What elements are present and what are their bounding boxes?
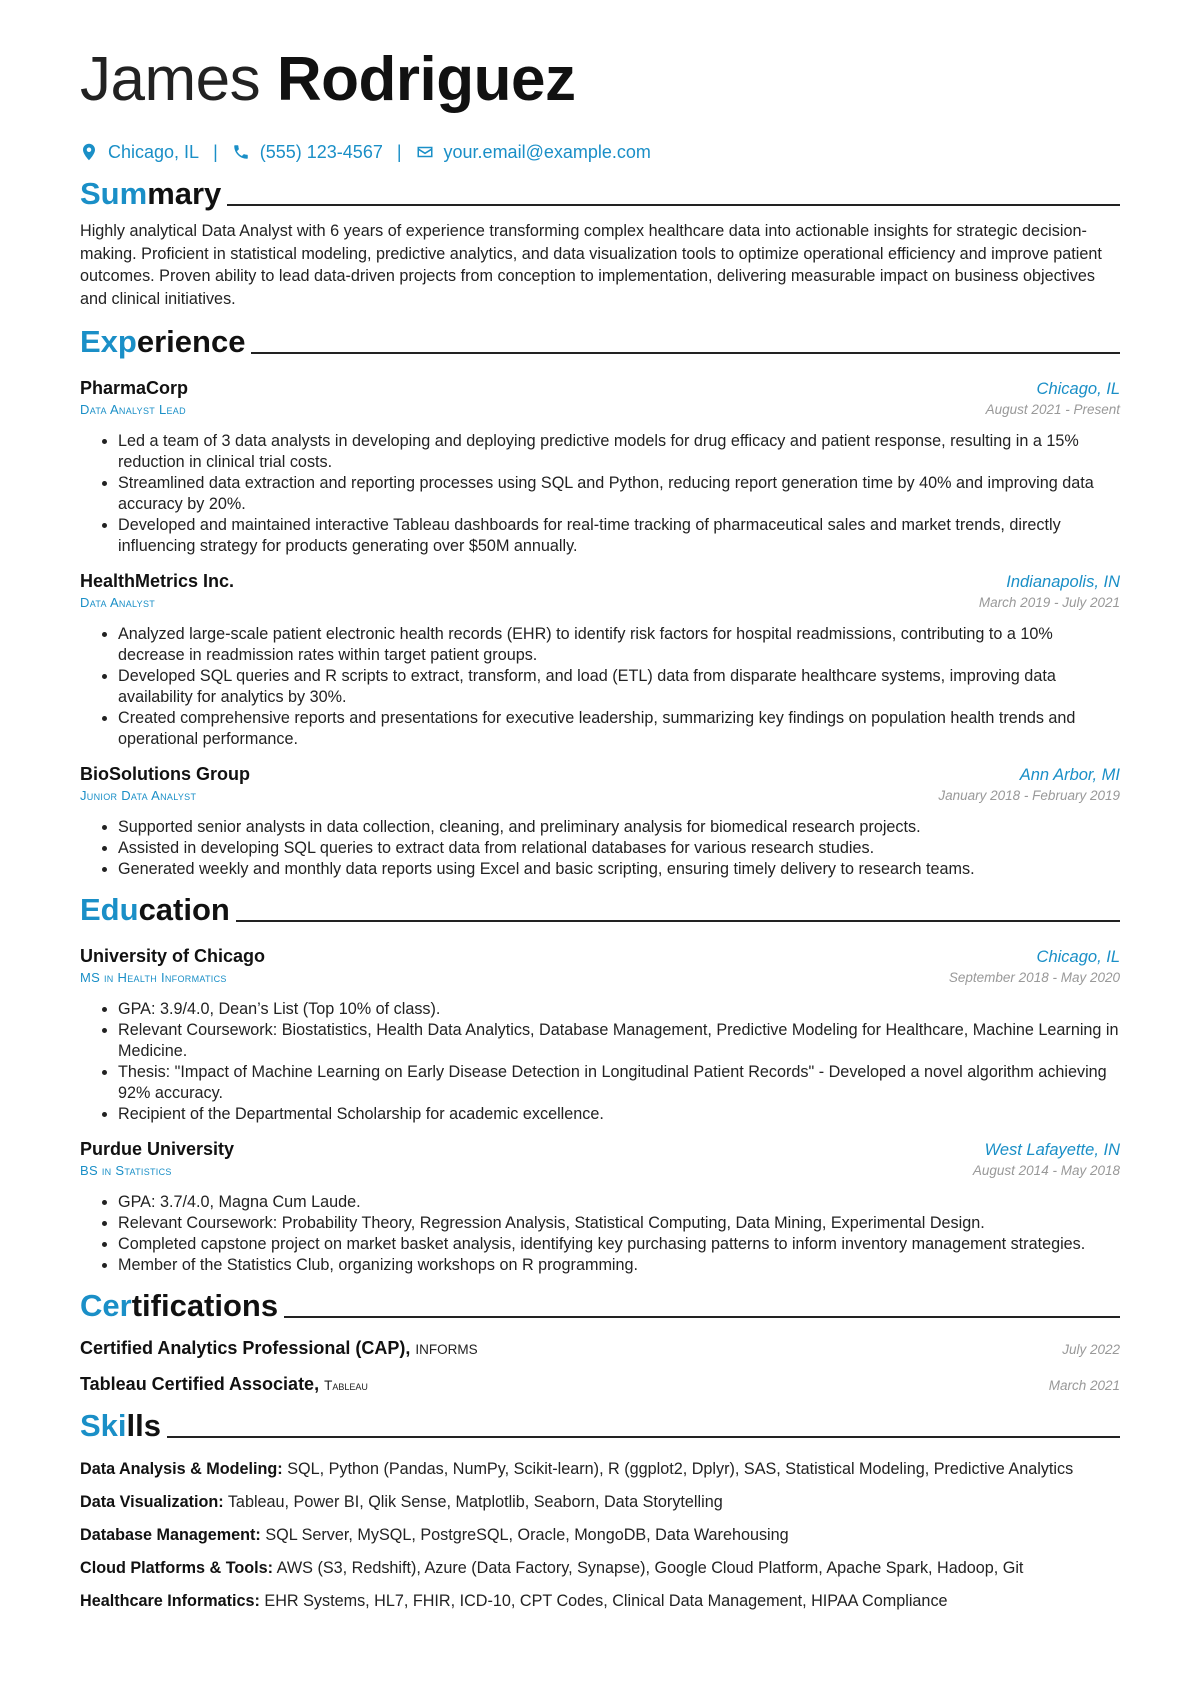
certification-item: Certified Analytics Professional (CAP), INFORMS July 2022 xyxy=(80,1338,1120,1358)
skill-values: SQL Server, MySQL, PostgreSQL, Oracle, MongoDB, Data Warehousing xyxy=(265,1526,789,1544)
certifications-heading: Certifications xyxy=(80,1284,1120,1324)
map-pin-icon xyxy=(80,143,98,161)
list-item: • Recipient of the Departmental Scholarship for academic excellence. xyxy=(118,1104,1120,1125)
certification-date: July 2022 xyxy=(1062,1342,1120,1357)
list-item: • Relevant Coursework: Biostatistics, Health Data Analytics, Database Management, Predictive Modeling for Healthcare, Machine Learning in Medicine. xyxy=(118,1020,1120,1062)
skill-row xyxy=(80,1458,1120,1480)
summary-heading: Summary xyxy=(80,172,1120,212)
section-divider xyxy=(284,1316,1120,1318)
section-divider xyxy=(227,204,1120,206)
candidate-name xyxy=(80,40,1120,120)
list-item: • Relevant Coursework: Probability Theory, Regression Analysis, Statistical Computing, Data Mining, Experimental Design. xyxy=(118,1213,1120,1234)
job-dates: March 2019 - July 2021 xyxy=(978,595,1120,610)
study-dates: August 2014 - May 2018 xyxy=(972,1163,1120,1178)
employer-name: PharmaCorp xyxy=(80,378,189,398)
list-item: • Completed capstone project on market basket analysis, identifying key purchasing patterns to inform inventory management strategies. xyxy=(118,1234,1120,1255)
certification-name: Tableau Certified Associate xyxy=(80,1374,315,1394)
experience-entry xyxy=(80,764,1120,880)
education-detail-list xyxy=(80,999,1120,1125)
experience-entry xyxy=(80,571,1120,750)
job-dates: January 2018 - February 2019 xyxy=(938,788,1120,803)
achievement-list xyxy=(80,817,1120,880)
achievement-list xyxy=(80,624,1120,750)
experience-entry xyxy=(80,378,1120,557)
school-name: Purdue University xyxy=(80,1139,235,1159)
job-location: Indianapolis, IN xyxy=(1006,573,1120,591)
education-entry xyxy=(80,1139,1120,1276)
skill-category: Database Management: xyxy=(80,1526,261,1544)
list-item: • Generated weekly and monthly data reports using Excel and basic scripting, ensuring timely delivery to research teams. xyxy=(118,859,1120,880)
skill-row xyxy=(80,1491,1120,1513)
skill-row xyxy=(80,1590,1120,1612)
list-item: • Led a team of 3 data analysts in developing and deploying predictive models for drug efficacy and patient response, resulting in a 15% reduction in clinical trial costs. xyxy=(118,431,1120,473)
contact-separator: | xyxy=(396,141,402,162)
first-name: James xyxy=(80,45,261,114)
employer-name: HealthMetrics Inc. xyxy=(80,571,235,591)
contact-phone[interactable] xyxy=(232,142,383,163)
certification-item: Tableau Certified Associate, Tableau March 2021 xyxy=(80,1374,1120,1394)
skill-category: Cloud Platforms & Tools: xyxy=(80,1559,274,1577)
list-item: • Thesis: "Impact of Machine Learning on Early Disease Detection in Longitudinal Patient Records" - Developed a novel algorithm achieving 92% accuracy. xyxy=(118,1062,1120,1104)
skill-values: AWS (S3, Redshift), Azure (Data Factory, Synapse), Google Cloud Platform, Apache Spark, Hadoop, Git xyxy=(276,1559,1024,1577)
job-location: Ann Arbor, MI xyxy=(1019,766,1120,784)
skill-values: Tableau, Power BI, Qlik Sense, Matplotlib, Seaborn, Data Storytelling xyxy=(227,1493,723,1511)
degree: BS in Statistics xyxy=(80,1163,172,1178)
skill-category: Data Visualization: xyxy=(80,1493,224,1511)
school-location: West Lafayette, IN xyxy=(984,1141,1120,1159)
list-item: • Developed SQL queries and R scripts to extract, transform, and load (ETL) data from disparate healthcare systems, improving data availability for analytics by 30%. xyxy=(118,666,1120,708)
list-item: • Assisted in developing SQL queries to extract data from relational databases for various research studies. xyxy=(118,838,1120,859)
study-dates: September 2018 - May 2020 xyxy=(948,970,1120,985)
job-title: Junior Data Analyst xyxy=(80,788,197,803)
certification-date: March 2021 xyxy=(1048,1378,1120,1393)
section-divider xyxy=(251,352,1120,354)
phone-text: (555) 123-4567 xyxy=(259,141,383,162)
education-entry xyxy=(80,946,1120,1125)
envelope-icon xyxy=(416,143,434,161)
job-location: Chicago, IL xyxy=(1036,380,1120,398)
skill-category: Healthcare Informatics: xyxy=(80,1592,260,1610)
contact-location xyxy=(80,142,199,163)
list-item: • GPA: 3.9/4.0, Dean’s List (Top 10% of class). xyxy=(118,999,1120,1020)
resume-page xyxy=(80,40,1120,1612)
skill-category: Data Analysis & Modeling: xyxy=(80,1460,283,1478)
skills-heading: Skills xyxy=(80,1404,1120,1444)
list-item: • Member of the Statistics Club, organizing workshops on R programming. xyxy=(118,1255,1120,1276)
last-name: Rodriguez xyxy=(276,45,576,114)
education-heading: Education xyxy=(80,888,1120,928)
contact-separator: | xyxy=(213,141,218,162)
list-item: • Supported senior analysts in data collection, cleaning, and preliminary analysis for biomedical research projects. xyxy=(118,817,1120,838)
certification-name: Certified Analytics Professional (CAP) xyxy=(80,1338,406,1358)
contact-email[interactable] xyxy=(416,142,651,163)
section-divider xyxy=(167,1436,1120,1438)
education-detail-list xyxy=(80,1192,1120,1276)
phone-icon xyxy=(232,143,250,161)
summary-text: Highly analytical Data Analyst with 6 years of experience transforming complex healthcare data into actionable insights for strategic decision-making. Proficient in statistical modeling, predictive analytics, and data visualization tools to optimize operational efficiency and improve patient outcomes. Proven ability to lead data-driven projects from conception to implementation, delivering measurable impact on business objectives and clinical initiatives. xyxy=(80,222,1102,308)
list-item: • GPA: 3.7/4.0, Magna Cum Laude. xyxy=(118,1192,1120,1213)
list-item: • Created comprehensive reports and presentations for executive leadership, summarizing key findings on population health trends and operational performance. xyxy=(118,708,1120,750)
employer-name: BioSolutions Group xyxy=(80,764,250,784)
skill-row xyxy=(80,1524,1120,1546)
skill-row xyxy=(80,1557,1120,1579)
contact-bar xyxy=(80,138,1120,166)
list-item: • Analyzed large-scale patient electronic health records (EHR) to identify risk factors for hospital readmissions, contributing to a 10% decrease in readmission rates within target patient groups. xyxy=(118,624,1120,666)
section-divider xyxy=(236,920,1120,922)
school-location: Chicago, IL xyxy=(1036,948,1120,966)
skill-values: SQL, Python (Pandas, NumPy, Scikit-learn), R (ggplot2, Dplyr), SAS, Statistical Modeling, Predictive Analytics xyxy=(287,1460,1074,1478)
list-item: • Streamlined data extraction and reporting processes using SQL and Python, reducing report generation time by 40% and improving data accuracy by 20%. xyxy=(118,473,1120,515)
school-name: University of Chicago xyxy=(80,946,266,966)
experience-heading: Experience xyxy=(80,320,1120,360)
certification-issuer: INFORMS xyxy=(415,1342,478,1357)
degree: MS in Health Informatics xyxy=(80,970,227,985)
certification-issuer: Tableau xyxy=(324,1378,368,1393)
job-title: Data Analyst xyxy=(80,595,156,610)
achievement-list xyxy=(80,431,1120,557)
location-text: Chicago, IL xyxy=(108,141,200,162)
list-item: • Developed and maintained interactive Tableau dashboards for real-time tracking of pharmaceutical sales and market trends, directly influencing strategy for products generating over $50M annually. xyxy=(118,515,1120,557)
email-text: your.email@example.com xyxy=(443,141,651,162)
job-title: Data Analyst Lead xyxy=(80,402,186,417)
skill-values: EHR Systems, HL7, FHIR, ICD-10, CPT Codes, Clinical Data Management, HIPAA Compliance xyxy=(264,1592,948,1610)
job-dates: August 2021 - Present xyxy=(985,402,1120,417)
